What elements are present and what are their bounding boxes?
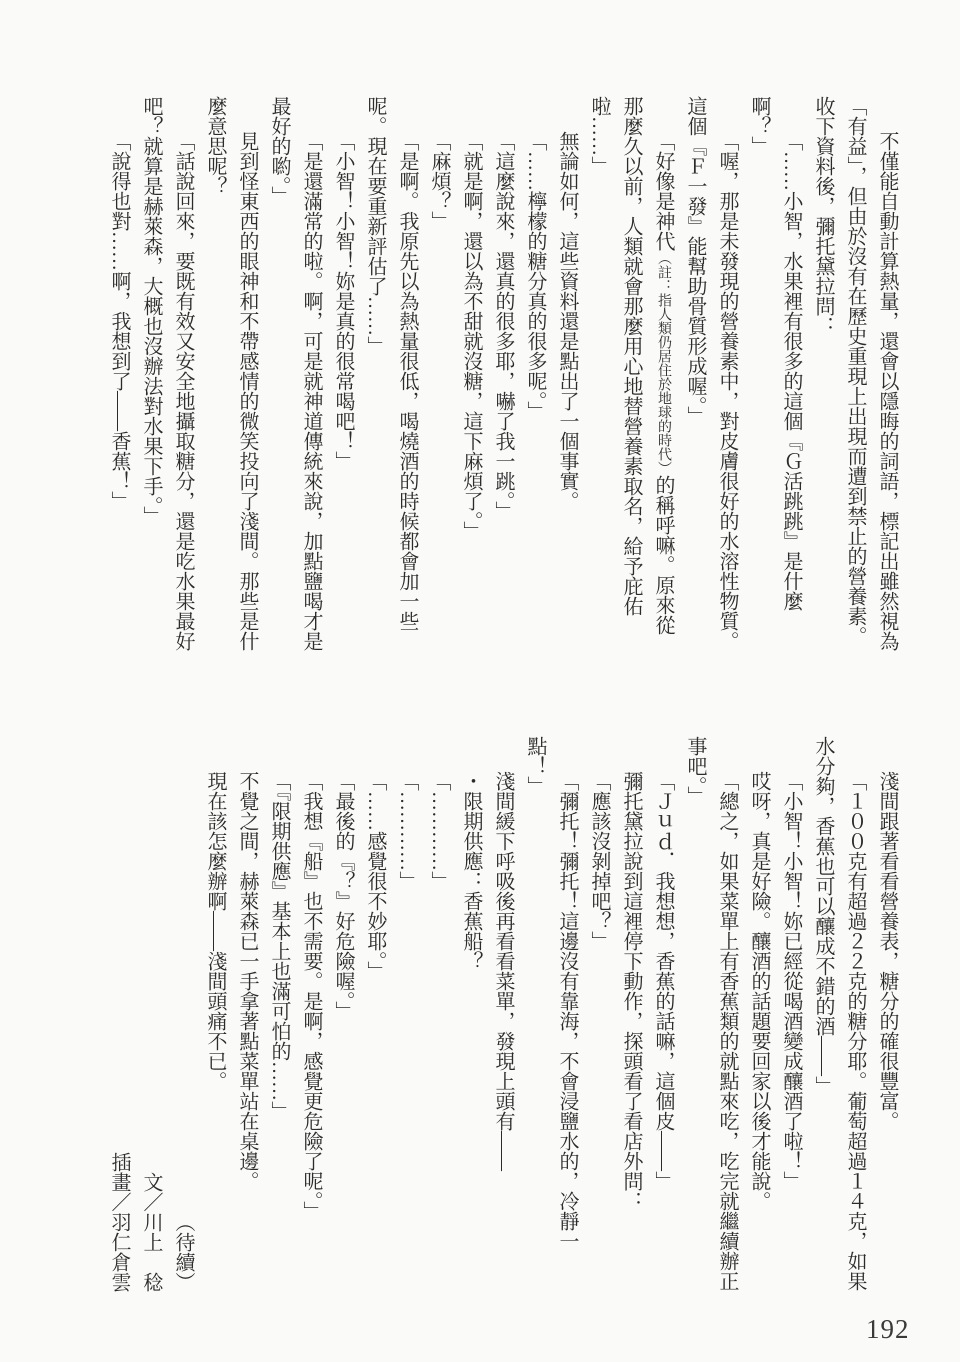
paragraph xyxy=(615,736,647,1292)
text-run: 淺間跟著看看營養表，糖分的確很豐富。 xyxy=(876,771,898,1131)
paragraph xyxy=(359,96,423,652)
text-run: 不覺之間，赫萊森已一手拿著點菜單站在桌邊。 xyxy=(236,771,258,1191)
text-run: 不僅能自動計算熱量，還會以隱晦的詞語，標記出雖然視為「有益」，但由於沒有在歷史重現上出現而遭到禁止的營養素。 xyxy=(844,96,898,651)
text-run: 「喔，那是未發現的營養素中，對皮膚很好的水溶性物質。這個『Ｆ一發』能幫助骨質形成喔。」 xyxy=(684,96,738,651)
text-run: 「…………」 xyxy=(428,771,450,891)
text-run: 「應該沒剝掉吧？」 xyxy=(588,771,610,951)
paragraph xyxy=(743,96,807,652)
paragraph xyxy=(519,736,583,1292)
text-run: 見到怪東西的眼神和不帶感情的微笑投向了淺間。那些是什麼意思呢？ xyxy=(204,96,258,651)
paragraph xyxy=(871,736,903,1292)
text-run: 「……小智，水果裡有很多的這個『Ｇ活跳跳』是什麼啊？」 xyxy=(748,96,802,611)
paragraph xyxy=(263,736,295,1292)
paragraph xyxy=(679,736,743,1292)
paragraph xyxy=(455,736,487,1292)
text-run: 哎呀，真是好險。釀酒的話題要回家以後才能說。 xyxy=(748,771,770,1211)
text-run: 「『限期供應』基本上也滿可怕的……」 xyxy=(268,771,290,1121)
text-run: 「我想『船』也不需要。是啊，感覺更危險了呢。」 xyxy=(300,771,322,1221)
text-run: 「這麼說來，還真的很多耶，嚇了我一跳。」 xyxy=(492,131,514,521)
text-run: 收下資料後，彌托黛拉問： xyxy=(812,96,834,336)
paragraph xyxy=(551,96,583,652)
text-run: 「總之，如果菜單上有香蕉類的就點來吃，吃完就繼續辦正事吧。」 xyxy=(684,736,738,1291)
paragraph xyxy=(807,736,871,1292)
text-run: 的稱呼嘛。原來從那麼久以前，人類就會那麼用心地替營養素取名，給予庇佑啦……」 xyxy=(588,96,674,635)
paragraph xyxy=(327,736,359,1292)
paragraph xyxy=(583,96,679,652)
paragraph xyxy=(679,96,743,652)
paragraph xyxy=(743,736,775,1292)
footnote-inline: （註：指人類仍居住於地球的時代） xyxy=(656,251,671,475)
paragraph xyxy=(231,736,263,1292)
text-run: 「是還滿常的啦。啊，可是就神道傳統來說，加點鹽喝才是最好的喲。」 xyxy=(268,96,322,651)
top-text-block xyxy=(83,96,903,652)
text-run: 「好像是神代 xyxy=(652,131,674,251)
paragraph xyxy=(487,736,519,1292)
text-run: 「麻煩？」 xyxy=(428,131,450,231)
text-run: 彌托黛拉說到這裡停下動作，探頭看了看店外問： xyxy=(620,771,642,1211)
text-run: 「……檸檬的糖分真的很多呢。」 xyxy=(524,131,546,421)
paragraph xyxy=(103,96,135,652)
paragraph xyxy=(327,96,359,652)
text-run: 現在該怎麼辦啊——淺間頭痛不已。 xyxy=(204,771,226,1091)
paragraph xyxy=(775,736,807,1292)
text-run: 「最後的『？』好危險喔。」 xyxy=(332,771,354,1021)
illustrator-credit xyxy=(103,736,135,1292)
text-run: 「１００克有超過２２克的糖分耶。葡萄超過１４克，如果水分夠，香蕉也可以釀成不錯的酒——」 xyxy=(812,736,866,1291)
paragraph xyxy=(263,96,327,652)
text-run: 「…………」 xyxy=(396,771,418,891)
text-run: 「Ｊｕｄ．我想想，香蕉的話嘛，這個皮——」 xyxy=(652,771,674,1191)
text-run: 「……感覺很不妙耶。」 xyxy=(364,771,386,981)
to-be-continued xyxy=(167,736,199,1292)
paragraph xyxy=(519,96,551,652)
text-run: ・限期供應：香蕉船？ xyxy=(460,771,482,971)
paragraph xyxy=(839,96,903,652)
paragraph xyxy=(199,736,231,1292)
text-run: 無論如何，這些資料還是點出了一個事實。 xyxy=(556,131,578,511)
text-run: 「話說回來，要既有效又安全地攝取糖分，還是吃水果最好吧？就算是赫萊森，大概也沒辦法對水果下手。」 xyxy=(140,96,194,651)
text-run: 「彌托！彌托！這邊沒有靠海，不會浸鹽水的，冷靜一點！」 xyxy=(524,736,578,1251)
text-run: （待續） xyxy=(172,1212,194,1292)
text-run: 插畫／羽仁倉雲 xyxy=(108,1152,130,1292)
paragraph xyxy=(391,736,423,1292)
text-run: 「是啊。我原先以為熱量很低，喝燒酒的時候都會加一些呢。現在要重新評估了……」 xyxy=(364,96,418,631)
text-run: 「小智！小智！妳已經從喝酒變成釀酒了啦！」 xyxy=(780,771,802,1191)
paragraph xyxy=(423,736,455,1292)
text-run: 淺間緩下呼吸後再看看菜單，發現上頭有—— xyxy=(492,771,514,1171)
paragraph xyxy=(135,96,199,652)
text-run: 「就是啊，還以為不甜就沒糖，這下麻煩了。」 xyxy=(460,131,482,541)
text-run: 「小智！小智！妳是真的很常喝吧！」 xyxy=(332,131,354,471)
text-run: 文／川上 稔 xyxy=(140,1172,162,1292)
text-run: 「說得也對……啊，我想到了——香蕉！」 xyxy=(108,131,130,511)
paragraph xyxy=(583,736,615,1292)
paragraph xyxy=(647,736,679,1292)
paragraph xyxy=(423,96,455,652)
paragraph xyxy=(295,736,327,1292)
paragraph xyxy=(455,96,487,652)
paragraph xyxy=(359,736,391,1292)
bottom-text-block xyxy=(83,736,903,1292)
author-credit xyxy=(135,736,167,1292)
page-number: 192 xyxy=(866,1314,910,1344)
paragraph xyxy=(487,96,519,652)
paragraph xyxy=(199,96,263,652)
paragraph xyxy=(807,96,839,652)
